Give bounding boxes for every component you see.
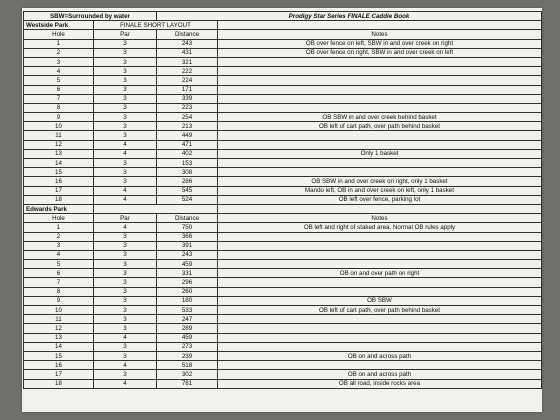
distance-cell: 402 (157, 149, 218, 158)
distance-cell: 308 (157, 168, 218, 177)
layout-label (94, 204, 218, 213)
table-row (24, 76, 542, 85)
distance-cell: 171 (157, 85, 218, 94)
par-cell: 3 (94, 122, 157, 131)
blank-cell (218, 204, 542, 213)
notes-cell (218, 140, 542, 149)
notes-header: Notes (218, 214, 542, 223)
hole-cell: 18 (24, 195, 94, 204)
par-cell: 3 (94, 85, 157, 94)
par-cell: 3 (94, 39, 157, 48)
hole-cell: 12 (24, 140, 94, 149)
caddie-book-sheet (22, 8, 542, 412)
distance-cell: 273 (157, 342, 218, 351)
hole-cell: 4 (24, 67, 94, 76)
distance-cell: 239 (157, 351, 218, 360)
table-row (24, 306, 542, 315)
table-row (24, 351, 542, 360)
notes-cell: OB left of cart path, over path behind basket (218, 122, 542, 131)
distance-cell: 180 (157, 296, 218, 305)
table-row (24, 250, 542, 259)
hole-cell: 6 (24, 269, 94, 278)
distance-cell: 449 (157, 131, 218, 140)
par-cell: 3 (94, 48, 157, 57)
par-cell: 3 (94, 278, 157, 287)
hole-cell: 1 (24, 39, 94, 48)
table-row (24, 39, 542, 48)
par-cell: 3 (94, 250, 157, 259)
par-cell: 3 (94, 76, 157, 85)
table-row (24, 324, 542, 333)
table-row (24, 379, 542, 388)
table-row (24, 67, 542, 76)
table-row (24, 168, 542, 177)
course-name: Edwards Park (24, 204, 94, 213)
notes-cell: OB SBW (218, 296, 542, 305)
column-header-row (24, 30, 542, 39)
hole-cell: 17 (24, 186, 94, 195)
notes-cell (218, 232, 542, 241)
notes-cell: OB SBW in and over creek behind basket (218, 113, 542, 122)
table-row (24, 85, 542, 94)
notes-cell (218, 94, 542, 103)
notes-cell: OB left of cart path, over path behind basket (218, 306, 542, 315)
section-header-row (24, 21, 542, 30)
par-header: Par (94, 214, 157, 223)
table-row (24, 361, 542, 370)
notes-header: Notes (218, 30, 542, 39)
par-cell: 3 (94, 168, 157, 177)
hole-cell: 6 (24, 85, 94, 94)
distance-cell: 366 (157, 232, 218, 241)
par-cell: 3 (94, 113, 157, 122)
table-row (24, 122, 542, 131)
par-cell: 3 (94, 232, 157, 241)
table-row (24, 131, 542, 140)
distance-cell: 213 (157, 122, 218, 131)
blank-cell (218, 21, 542, 30)
par-cell: 3 (94, 269, 157, 278)
hole-cell: 2 (24, 48, 94, 57)
table-row (24, 177, 542, 186)
distance-cell: 223 (157, 103, 218, 112)
par-header: Par (94, 30, 157, 39)
distance-cell: 533 (157, 306, 218, 315)
notes-cell (218, 333, 542, 342)
distance-header: Distance (157, 214, 218, 223)
hole-cell: 1 (24, 223, 94, 232)
distance-cell: 289 (157, 324, 218, 333)
hole-cell: 5 (24, 76, 94, 85)
par-cell: 3 (94, 296, 157, 305)
par-cell: 3 (94, 57, 157, 66)
hole-cell: 7 (24, 278, 94, 287)
distance-cell: 224 (157, 76, 218, 85)
notes-cell: OB over fence on right, SBW in and over creek on left (218, 48, 542, 57)
hole-cell: 16 (24, 177, 94, 186)
notes-cell: OB on and across path (218, 370, 542, 379)
hole-cell: 15 (24, 351, 94, 360)
hole-header: Hole (24, 30, 94, 39)
hole-cell: 8 (24, 287, 94, 296)
par-cell: 3 (94, 342, 157, 351)
distance-cell: 459 (157, 333, 218, 342)
table-row (24, 232, 542, 241)
notes-cell (218, 131, 542, 140)
hole-cell: 12 (24, 324, 94, 333)
distance-cell: 545 (157, 186, 218, 195)
hole-cell: 15 (24, 168, 94, 177)
distance-cell: 339 (157, 94, 218, 103)
par-cell: 4 (94, 379, 157, 388)
notes-cell: OB on and across path (218, 351, 542, 360)
table-row (24, 94, 542, 103)
table-row (24, 333, 542, 342)
notes-cell (218, 324, 542, 333)
notes-cell (218, 278, 542, 287)
distance-cell: 243 (157, 250, 218, 259)
distance-cell: 750 (157, 223, 218, 232)
notes-cell: OB over fence on left, SBW in and over creek on right (218, 39, 542, 48)
hole-cell: 16 (24, 361, 94, 370)
par-cell: 4 (94, 186, 157, 195)
document-title: Prodigy Star Series FINALE Caddie Book (157, 12, 542, 21)
hole-header: Hole (24, 214, 94, 223)
notes-cell (218, 342, 542, 351)
distance-cell: 260 (157, 287, 218, 296)
table-row (24, 48, 542, 57)
notes-cell (218, 85, 542, 94)
par-cell: 4 (94, 361, 157, 370)
par-cell: 3 (94, 177, 157, 186)
column-header-row (24, 214, 542, 223)
distance-cell: 302 (157, 370, 218, 379)
distance-cell: 296 (157, 278, 218, 287)
hole-cell: 4 (24, 250, 94, 259)
table-row (24, 159, 542, 168)
distance-cell: 153 (157, 159, 218, 168)
distance-cell: 518 (157, 361, 218, 370)
hole-cell: 10 (24, 306, 94, 315)
notes-cell: Only 1 basket (218, 149, 542, 158)
table-row (24, 103, 542, 112)
notes-cell (218, 103, 542, 112)
table-row (24, 113, 542, 122)
par-cell: 4 (94, 223, 157, 232)
distance-cell: 286 (157, 177, 218, 186)
par-cell: 3 (94, 131, 157, 140)
hole-cell: 13 (24, 149, 94, 158)
par-cell: 3 (94, 260, 157, 269)
layout-label: FINALE SHORT LAYOUT (94, 21, 218, 30)
par-cell: 3 (94, 351, 157, 360)
table-row (24, 342, 542, 351)
distance-cell: 524 (157, 195, 218, 204)
notes-cell (218, 287, 542, 296)
distance-cell: 331 (157, 269, 218, 278)
par-cell: 3 (94, 241, 157, 250)
par-cell: 3 (94, 94, 157, 103)
table-row (24, 315, 542, 324)
notes-cell: OB all road, inside rocks area (218, 379, 542, 388)
distance-cell: 471 (157, 140, 218, 149)
hole-cell: 8 (24, 103, 94, 112)
hole-cell: 3 (24, 241, 94, 250)
notes-cell (218, 241, 542, 250)
par-cell: 3 (94, 306, 157, 315)
distance-cell: 222 (157, 67, 218, 76)
par-cell: 3 (94, 287, 157, 296)
notes-cell (218, 168, 542, 177)
par-cell: 3 (94, 370, 157, 379)
distance-cell: 247 (157, 315, 218, 324)
hole-cell: 14 (24, 159, 94, 168)
notes-cell (218, 361, 542, 370)
distance-header: Distance (157, 30, 218, 39)
par-cell: 3 (94, 315, 157, 324)
legend-text: SBW=Surrounded by water (24, 12, 157, 21)
hole-cell: 2 (24, 232, 94, 241)
notes-cell: OB SBW in and over creek on right, only 1 basket (218, 177, 542, 186)
title-row (24, 12, 542, 21)
table-row (24, 269, 542, 278)
notes-cell: OB on and over path on right (218, 269, 542, 278)
table-row (24, 287, 542, 296)
par-cell: 3 (94, 103, 157, 112)
distance-cell: 391 (157, 241, 218, 250)
table-row (24, 186, 542, 195)
table-row (24, 195, 542, 204)
table-row (24, 370, 542, 379)
notes-cell (218, 159, 542, 168)
notes-cell (218, 67, 542, 76)
course-name: Westside Park (24, 21, 94, 30)
table-row (24, 149, 542, 158)
notes-cell: OB left over fence, parking lot (218, 195, 542, 204)
notes-cell: Mando left, OB in and over creek on left, only 1 basket (218, 186, 542, 195)
table-row (24, 223, 542, 232)
notes-cell (218, 57, 542, 66)
hole-cell: 3 (24, 57, 94, 66)
par-cell: 3 (94, 324, 157, 333)
hole-cell: 11 (24, 315, 94, 324)
notes-cell (218, 76, 542, 85)
par-cell: 4 (94, 140, 157, 149)
par-cell: 4 (94, 149, 157, 158)
hole-cell: 17 (24, 370, 94, 379)
section-header-row (24, 204, 542, 213)
hole-cell: 10 (24, 122, 94, 131)
distance-cell: 459 (157, 260, 218, 269)
hole-cell: 9 (24, 296, 94, 305)
notes-cell: OB left and right of staked area. Normal OB rules apply (218, 223, 542, 232)
table-row (24, 296, 542, 305)
hole-cell: 11 (24, 131, 94, 140)
par-cell: 4 (94, 333, 157, 342)
distance-cell: 431 (157, 48, 218, 57)
distance-cell: 254 (157, 113, 218, 122)
hole-cell: 7 (24, 94, 94, 103)
hole-cell: 18 (24, 379, 94, 388)
table-row (24, 260, 542, 269)
table-row (24, 241, 542, 250)
hole-cell: 9 (24, 113, 94, 122)
par-cell: 4 (94, 195, 157, 204)
hole-cell: 13 (24, 333, 94, 342)
hole-cell: 14 (24, 342, 94, 351)
table-row (24, 278, 542, 287)
distance-cell: 321 (157, 57, 218, 66)
distance-cell: 781 (157, 379, 218, 388)
caddie-table (23, 11, 542, 389)
table-row (24, 140, 542, 149)
par-cell: 3 (94, 67, 157, 76)
table-row (24, 57, 542, 66)
hole-cell: 5 (24, 260, 94, 269)
par-cell: 3 (94, 159, 157, 168)
distance-cell: 243 (157, 39, 218, 48)
notes-cell (218, 315, 542, 324)
notes-cell (218, 250, 542, 259)
notes-cell (218, 260, 542, 269)
